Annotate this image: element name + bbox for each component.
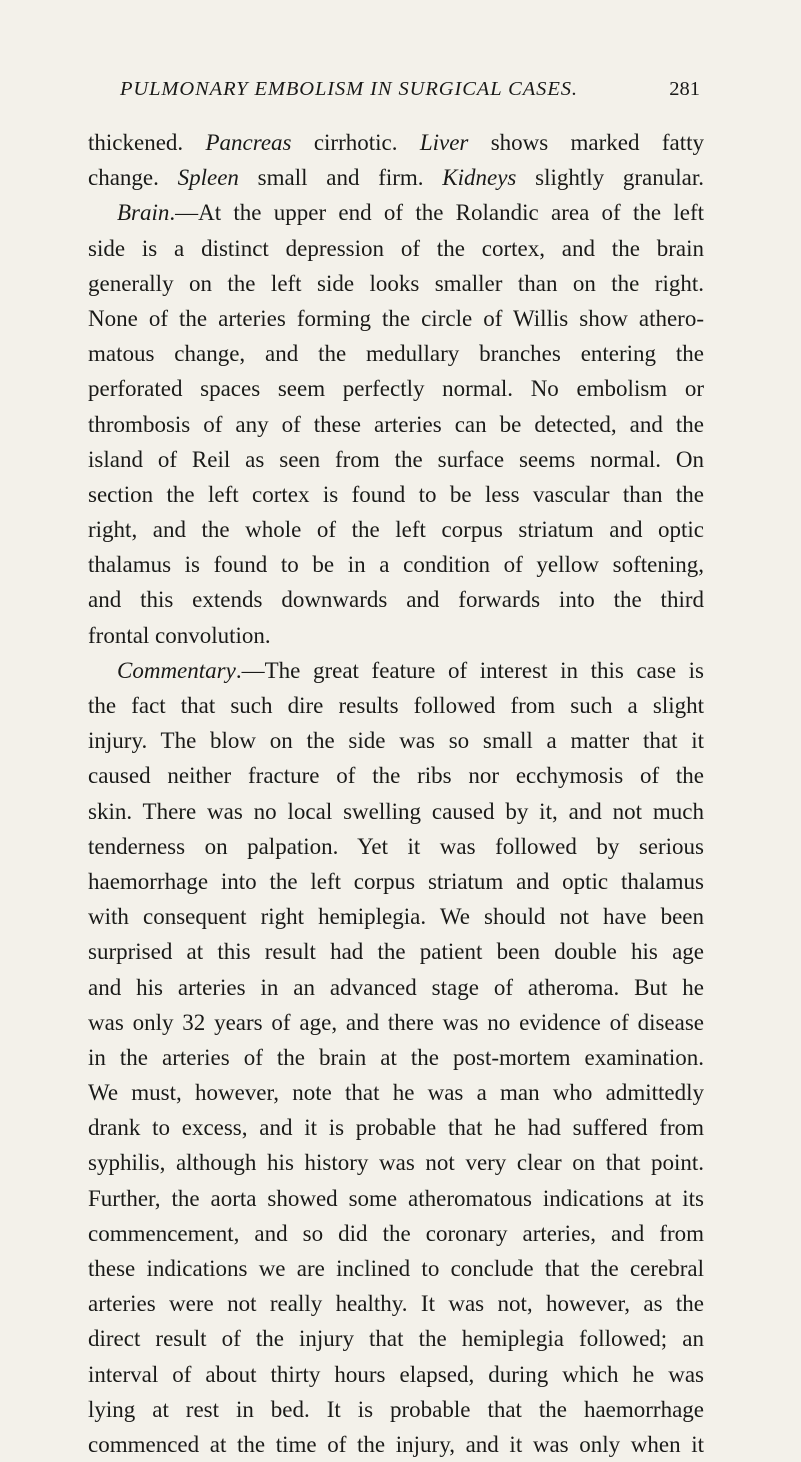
text-line <box>88 547 704 582</box>
text-run: was only 32 years of age, and there was no evidence of disease <box>88 1009 704 1035</box>
text-run: the fact that such dire results followed from such a slight <box>88 693 704 718</box>
text-run: injury. The blow on the side was so small a matter that it <box>88 728 704 754</box>
text-line <box>88 231 704 266</box>
text-run: section the left cortex is found to be less vascular than the <box>88 481 704 507</box>
text-run: slightly granular. <box>516 165 704 191</box>
text-run: surprised at this result had the patient been double his age <box>88 939 704 965</box>
text-run: haemorrhage into the left corpus striatum and optic thalamus <box>88 868 704 894</box>
text-line <box>88 829 704 864</box>
text-line <box>88 1251 704 1286</box>
text-line <box>88 899 704 934</box>
text-line <box>88 301 704 336</box>
text-line <box>88 371 704 406</box>
text-run: thickened. <box>88 130 206 155</box>
italic-term-spleen: Spleen <box>177 165 239 191</box>
text-line <box>88 160 704 195</box>
text-run: cirrhotic. <box>291 130 420 155</box>
italic-term-pancreas: Pancreas <box>205 130 292 155</box>
text-run: .—At the upper end of the Rolandic area of the left <box>169 200 704 226</box>
text-line <box>88 1392 704 1427</box>
text-line <box>88 688 704 723</box>
text-run: tenderness on palpation. Yet it was followed by serious <box>88 833 704 859</box>
text-run: in the arteries of the brain at the post-mortem examination. <box>88 1044 704 1070</box>
text-line <box>88 1040 704 1075</box>
text-run: generally on the left side looks smaller than on the right. <box>88 270 704 296</box>
italic-term-kidneys: Kidneys <box>442 165 517 191</box>
text-run: direct result of the injury that the hemiplegia followed; an <box>88 1326 704 1352</box>
text-line <box>88 512 704 547</box>
text-run: Further, the aorta showed some atheromatous indications at its <box>88 1185 704 1211</box>
text-line <box>88 1427 704 1462</box>
text-line <box>88 1286 704 1321</box>
text-run: right, and the whole of the left corpus striatum and optic <box>88 517 704 543</box>
text-line <box>88 1216 704 1251</box>
text-line <box>88 125 704 160</box>
text-run: thalamus is found to be in a condition of yellow softening, <box>88 552 704 578</box>
text-run: thrombosis of any of these arteries can be detected, and the <box>88 411 704 437</box>
text-run: drank to excess, and it is probable that he had suffered from <box>88 1115 704 1141</box>
text-run: change. <box>88 165 178 191</box>
text-run: perforated spaces seem perfectly normal. No embolism or <box>88 376 704 402</box>
text-run: small and firm. <box>238 165 443 191</box>
text-line <box>88 653 704 688</box>
text-run: syphilis, although his history was not very clear on that point. <box>88 1150 704 1176</box>
italic-term-brain: Brain <box>117 200 170 226</box>
text-run: and his arteries in an advanced stage of atheroma. But he <box>88 974 704 1000</box>
italic-term-commentary: Commentary <box>117 657 236 683</box>
text-run: with consequent right hemiplegia. We should not have been <box>88 904 704 930</box>
text-run: and this extends downwards and forwards into the third <box>88 587 704 613</box>
text-run: .—The great feature of interest in this case is <box>235 657 704 683</box>
text-line <box>88 266 704 301</box>
body-text <box>88 125 704 1462</box>
text-line <box>88 864 704 899</box>
text-run: matous change, and the medullary branches entering the <box>88 341 704 367</box>
text-line <box>88 477 704 512</box>
text-run: None of the arteries forming the circle of Willis show athero- <box>88 305 704 331</box>
text-run: We must, however, note that he was a man who admittedly <box>88 1080 704 1106</box>
text-line <box>88 195 704 230</box>
text-line <box>88 1110 704 1145</box>
running-head: PULMONARY EMBOLISM IN SURGICAL CASES. <box>120 78 578 100</box>
text-line <box>88 407 704 442</box>
text-line <box>88 336 704 371</box>
text-line <box>88 758 704 793</box>
text-line <box>88 794 704 829</box>
text-run: skin. There was no local swelling caused by it, and not much <box>88 798 704 824</box>
text-run: commenced at the time of the injury, and it was only when it <box>88 1431 704 1457</box>
page-header <box>120 78 700 108</box>
text-line <box>88 1005 704 1040</box>
text-run: arteries were not really healthy. It was not, however, as the <box>88 1291 704 1317</box>
text-line <box>88 618 704 653</box>
text-run: lying at rest in bed. It is probable that the haemorrhage <box>88 1396 704 1422</box>
text-run: island of Reil as seen from the surface seems normal. On <box>88 446 704 472</box>
text-run: interval of about thirty hours elapsed, during which he was <box>88 1361 704 1387</box>
text-line <box>88 1357 704 1392</box>
text-line <box>88 582 704 617</box>
text-line <box>88 1145 704 1180</box>
page-number: 281 <box>669 78 700 100</box>
text-line <box>88 970 704 1005</box>
text-line <box>88 1075 704 1110</box>
text-line <box>88 442 704 477</box>
text-line <box>88 934 704 969</box>
text-line <box>88 723 704 758</box>
text-line <box>88 1321 704 1356</box>
text-run: side is a distinct depression of the cortex, and the brain <box>88 235 704 261</box>
text-run: these indications we are inclined to conclude that the cerebral <box>88 1256 704 1281</box>
italic-term-liver: Liver <box>419 130 469 155</box>
text-run: caused neither fracture of the ribs nor ecchymosis of the <box>88 763 704 789</box>
text-run: shows marked fatty <box>468 130 704 155</box>
text-run: commencement, and so did the coronary arteries, and from <box>88 1220 704 1246</box>
text-line <box>88 1181 704 1216</box>
text-run: frontal convolution. <box>88 622 271 648</box>
